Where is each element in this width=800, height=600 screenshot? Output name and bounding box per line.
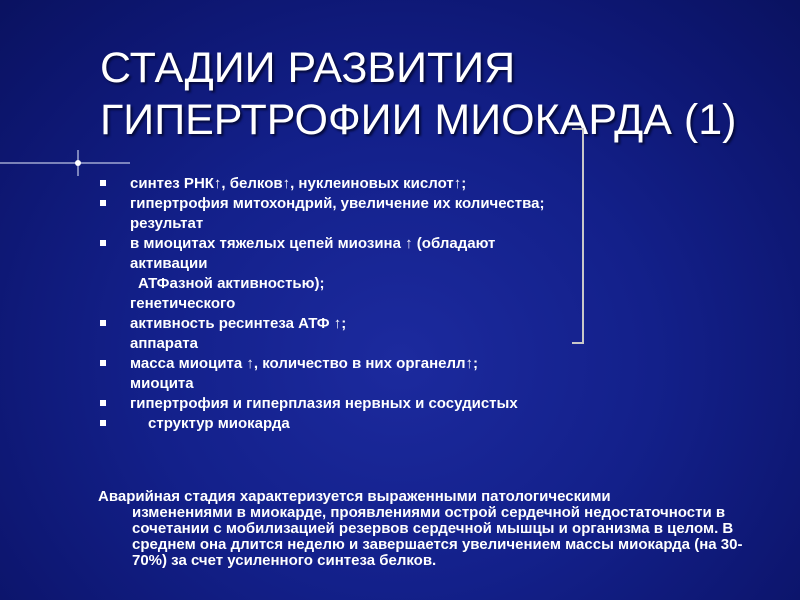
list-item-text: миоцита — [130, 375, 194, 392]
square-bullet-icon — [100, 400, 106, 406]
list-item — [96, 415, 656, 432]
list-item-text: активации — [130, 255, 208, 272]
list-item-text: в миоцитах тяжелых цепей миозина ↑ (обладают — [130, 235, 496, 252]
list-item-text: аппарата — [130, 335, 198, 352]
list-item-continuation — [96, 335, 656, 352]
square-bullet-icon — [100, 180, 106, 186]
slide-title — [100, 42, 780, 146]
paragraph-rest: изменениями в миокарде, проявлениями острой сердечной недостаточности в сочетании с мобилизацией резервов сердечной мышцы и организма в целом. В среднем она длится неделю и завершается увеличением массы миокарда (на 30-70%) за счет усиленного синтеза белков. — [132, 504, 743, 569]
list-item-text: гипертрофия и гиперплазия нервных и сосудистых — [130, 395, 518, 412]
list-item — [96, 195, 656, 212]
list-item-text: активность ресинтеза АТФ ↑; — [130, 315, 347, 332]
list-item-text: генетического — [130, 295, 236, 312]
list-item-continuation — [96, 275, 656, 292]
emergency-stage-paragraph — [98, 489, 758, 569]
square-bullet-icon — [100, 420, 106, 426]
bullet-list — [96, 175, 656, 435]
square-bullet-icon — [100, 360, 106, 366]
square-bullet-icon — [100, 200, 106, 206]
list-item-text: АТФазной активностью); — [138, 275, 325, 292]
list-item-text: масса миоцита ↑, количество в них органелл↑; — [130, 355, 479, 372]
list-item — [96, 395, 656, 412]
list-item — [96, 235, 656, 252]
title-line-2: ГИПЕРТРОФИИ МИОКАРДА (1) — [100, 96, 737, 144]
list-item — [96, 315, 656, 332]
square-bullet-icon — [100, 320, 106, 326]
sparkle-decoration — [0, 148, 130, 178]
list-item-continuation — [96, 295, 656, 312]
list-item — [96, 175, 656, 192]
title-line-1: СТАДИИ РАЗВИТИЯ — [100, 44, 516, 92]
list-item-continuation — [96, 215, 656, 232]
list-item — [96, 355, 656, 372]
paragraph-first-line: Аварийная стадия характеризуется выраженными патологическими — [98, 488, 611, 505]
list-item-text: синтез РНК↑, белков↑, нуклеиновых кислот↑; — [130, 175, 467, 192]
list-item-text: результат — [130, 215, 204, 232]
list-item-continuation — [96, 375, 656, 392]
square-bullet-icon — [100, 240, 106, 246]
list-item-continuation — [96, 255, 656, 272]
list-item-text: гипертрофия митохондрий, увеличение их количества; — [130, 195, 545, 212]
list-item-text: структур миокарда — [148, 415, 290, 432]
